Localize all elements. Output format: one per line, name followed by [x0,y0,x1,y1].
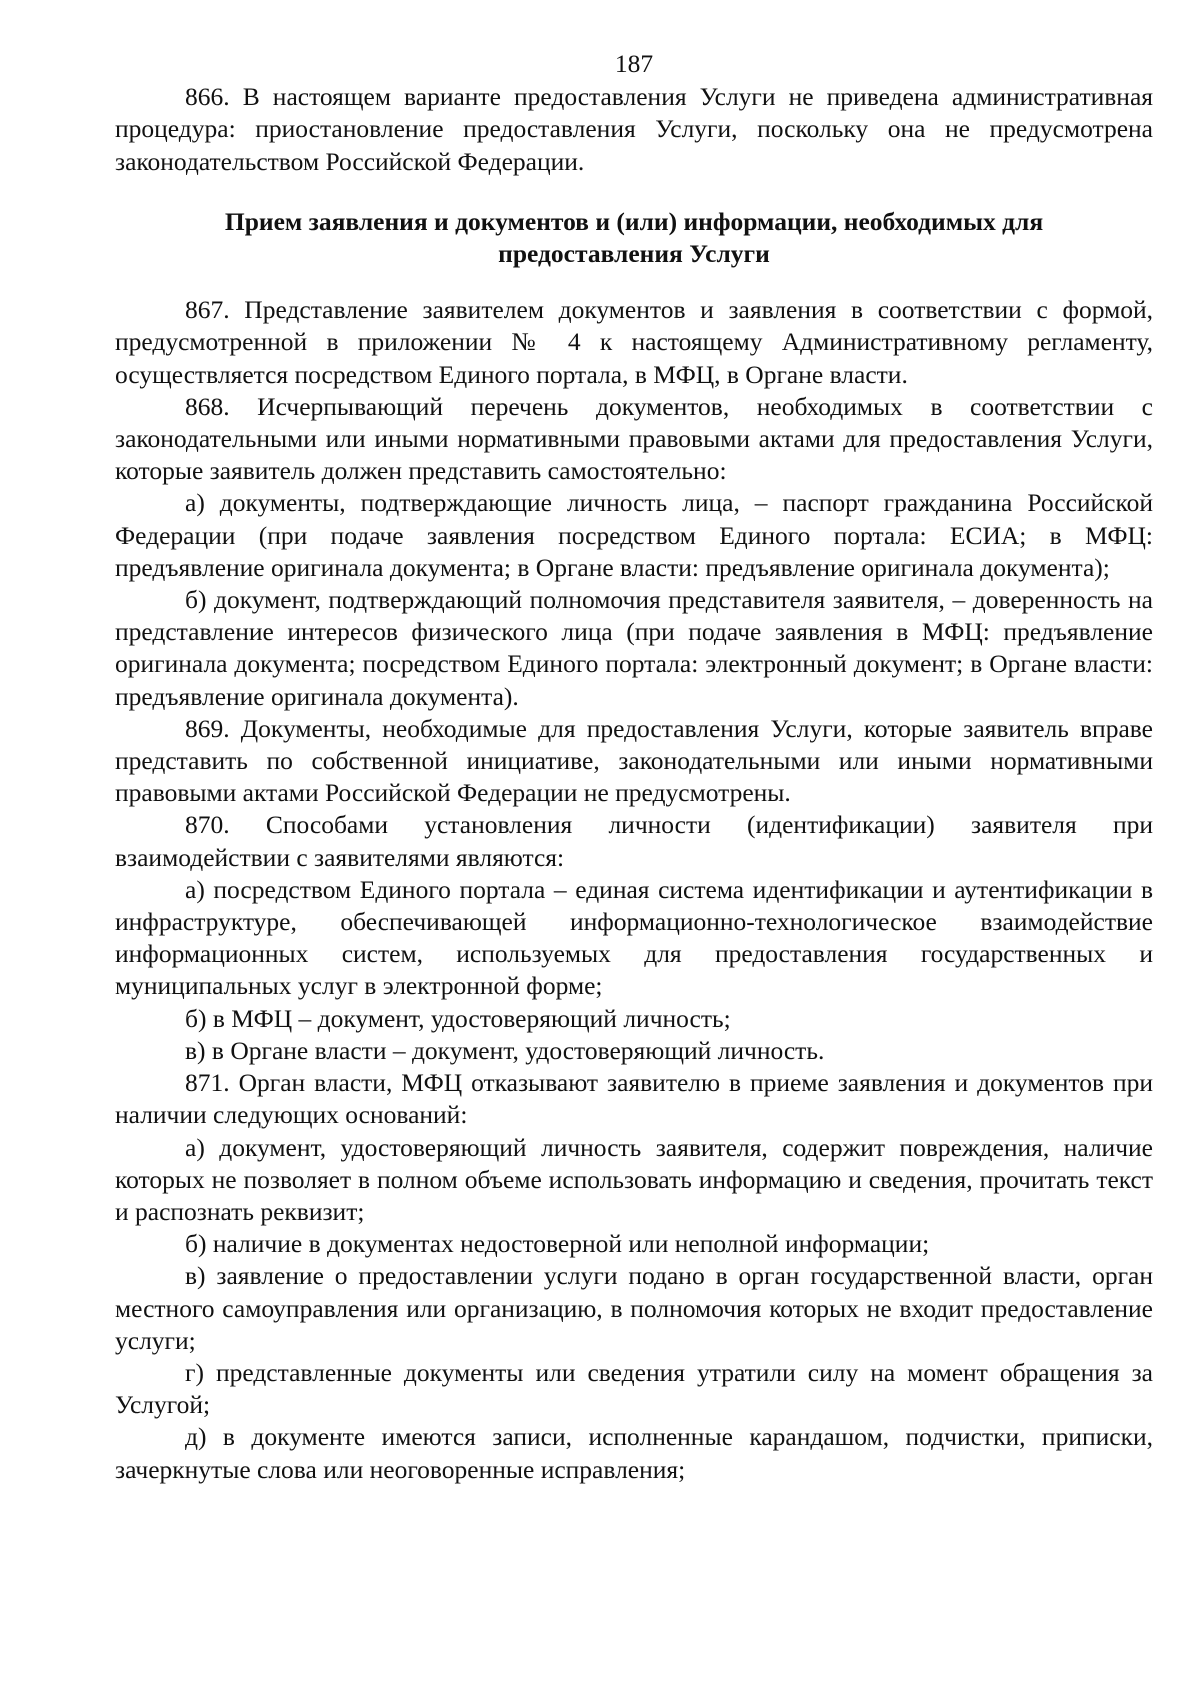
paragraph-868-b: б) документ, подтверждающий полномочия представителя заявителя, – доверенность на представление интересов физического лица (при подаче заявления в МФЦ: предъявление оригинала документа; посредством Единого портала: электронный документ; в Органе власти: предъявление оригинала документа). [115,585,1153,711]
paragraph-867: 867. Представление заявителем документов и заявления в соответствии с формой, предусмотренной в приложении № 4 к настоящему Административному регламенту, осуществляется посредством Единого портала, в МФЦ, в Органе власти. [115,295,1153,389]
paragraph-869: 869. Документы, необходимые для предоставления Услуги, которые заявитель вправе представить по собственной инициативе, законодательными или иными нормативными правовыми актами Российской Федерации не предусмотрены. [115,713,1153,808]
document-page [115,48,1153,1486]
section-heading: Прием заявления и документов и (или) информации, необходимых для предоставления Услуги [224,206,1044,269]
paragraph-866: 866. В настоящем варианте предоставления Услуги не приведена административная процедура: приостановление предоставления Услуги, поскольку она не предусмотрена законодательством Российской Федерации. [115,82,1153,176]
paragraph-871-e: д) в документе имеются записи, исполненные карандашом, подчистки, приписки, зачеркнутые слова или неоговоренные исправления; [115,1422,1153,1484]
paragraph-870-a: а) посредством Единого портала – единая система идентификации и аутентификации в инфраструктуре, обеспечивающей информационно-технологическое взаимодействие информационных систем, используемых для предоставления государственных и муниципальных услуг в электронной форме; [115,874,1153,1001]
paragraph-870-c: в) в Органе власти – документ, удостоверяющий личность. [185,1035,825,1065]
paragraph-871-a: а) документ, удостоверяющий личность заявителя, содержит повреждения, наличие которых не позволяет в полном объеме использовать информацию и сведения, прочитать текст и распознать реквизит; [115,1132,1153,1226]
paragraph-871-c: в) заявление о предоставлении услуги подано в орган государственной власти, орган местного самоуправления или организацию, в полномочия которых не входит предоставление услуги; [115,1261,1153,1355]
paragraph-870: 870. Способами установления личности (идентификации) заявителя при взаимодействии с заявителями являются: [115,810,1153,872]
paragraph-870-b: б) в МФЦ – документ, удостоверяющий личность; [185,1003,731,1033]
paragraph-871-d: г) представленные документы или сведения утратили силу на момент обращения за Услугой; [115,1357,1153,1420]
paragraph-871: 871. Орган власти, МФЦ отказывают заявителю в приеме заявления и документов при наличии следующих оснований: [115,1068,1153,1130]
paragraph-871-b: б) наличие в документах недостоверной или неполной информации; [185,1229,930,1259]
paragraph-868-a: а) документы, подтверждающие личность лица, – паспорт гражданина Российской Федерации (при подаче заявления посредством Единого портала: ЕСИА; в МФЦ: предъявление оригинала документа; в Органе власти: предъявление оригинала документа); [115,488,1153,582]
page-number: 187 [614,49,654,78]
paragraph-868: 868. Исчерпывающий перечень документов, необходимых в соответствии с законодательными или иными нормативными правовыми актами для предоставления Услуги, которые заявитель должен представить самостоятельно: [115,391,1153,486]
